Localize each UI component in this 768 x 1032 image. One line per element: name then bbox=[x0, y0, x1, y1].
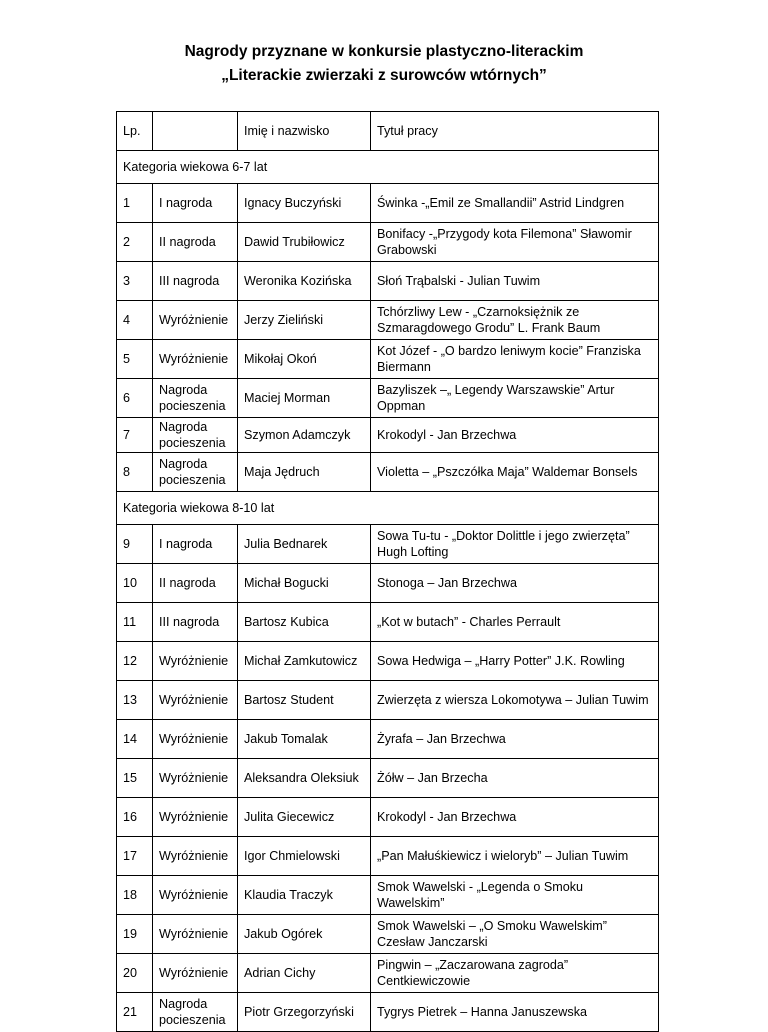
row-name: Szymon Adamczyk bbox=[238, 418, 371, 453]
row-work: Smok Wawelski - „Legenda o Smoku Wawelskim” bbox=[371, 876, 659, 915]
row-lp: 9 bbox=[117, 525, 153, 564]
awards-table-body bbox=[117, 112, 659, 1032]
row-award: I nagroda bbox=[153, 525, 238, 564]
row-award: II nagroda bbox=[153, 564, 238, 603]
row-name: Jerzy Zieliński bbox=[238, 301, 371, 340]
table-row bbox=[117, 184, 659, 223]
row-name: Bartosz Kubica bbox=[238, 603, 371, 642]
row-work: Tchórzliwy Lew - „Czarnoksiężnik ze Szmaragdowego Grodu” L. Frank Baum bbox=[371, 301, 659, 340]
row-award: Nagroda pocieszenia bbox=[153, 453, 238, 492]
table-row bbox=[117, 681, 659, 720]
row-lp: 18 bbox=[117, 876, 153, 915]
row-name: Dawid Trubiłowicz bbox=[238, 223, 371, 262]
row-name: Igor Chmielowski bbox=[238, 837, 371, 876]
row-lp: 21 bbox=[117, 993, 153, 1032]
row-award: Wyróżnienie bbox=[153, 759, 238, 798]
row-award: Wyróżnienie bbox=[153, 301, 238, 340]
table-row bbox=[117, 340, 659, 379]
row-name: Michał Bogucki bbox=[238, 564, 371, 603]
row-work: Pingwin – „Zaczarowana zagroda” Centkiewiczowie bbox=[371, 954, 659, 993]
row-lp: 19 bbox=[117, 915, 153, 954]
table-row bbox=[117, 915, 659, 954]
row-award: III nagroda bbox=[153, 262, 238, 301]
header-work: Tytuł pracy bbox=[371, 112, 659, 151]
category-row bbox=[117, 492, 659, 525]
table-row bbox=[117, 379, 659, 418]
row-award: Wyróżnienie bbox=[153, 642, 238, 681]
row-award: II nagroda bbox=[153, 223, 238, 262]
row-work: Kot Józef - „O bardzo leniwym kocie” Franziska Biermann bbox=[371, 340, 659, 379]
header-lp: Lp. bbox=[117, 112, 153, 151]
table-row bbox=[117, 642, 659, 681]
row-lp: 4 bbox=[117, 301, 153, 340]
category-label: Kategoria wiekowa 8-10 lat bbox=[117, 492, 659, 525]
row-lp: 2 bbox=[117, 223, 153, 262]
row-work: Żółw – Jan Brzecha bbox=[371, 759, 659, 798]
row-work: Sowa Hedwiga – „Harry Potter” J.K. Rowling bbox=[371, 642, 659, 681]
table-row bbox=[117, 564, 659, 603]
row-award: Wyróżnienie bbox=[153, 681, 238, 720]
row-lp: 10 bbox=[117, 564, 153, 603]
row-lp: 13 bbox=[117, 681, 153, 720]
row-work: Bonifacy -„Przygody kota Filemona” Sławomir Grabowski bbox=[371, 223, 659, 262]
row-award: Wyróżnienie bbox=[153, 954, 238, 993]
row-award: Nagroda pocieszenia bbox=[153, 418, 238, 453]
row-name: Ignacy Buczyński bbox=[238, 184, 371, 223]
row-work: Krokodyl - Jan Brzechwa bbox=[371, 418, 659, 453]
row-work: Smok Wawelski – „O Smoku Wawelskim” Czesław Janczarski bbox=[371, 915, 659, 954]
row-name: Weronika Kozińska bbox=[238, 262, 371, 301]
header-award bbox=[153, 112, 238, 151]
table-row bbox=[117, 525, 659, 564]
row-lp: 15 bbox=[117, 759, 153, 798]
table-row bbox=[117, 301, 659, 340]
table-row bbox=[117, 453, 659, 492]
row-award: III nagroda bbox=[153, 603, 238, 642]
row-work: „Pan Małuśkiewicz i wieloryb” – Julian Tuwim bbox=[371, 837, 659, 876]
row-lp: 12 bbox=[117, 642, 153, 681]
row-name: Jakub Tomalak bbox=[238, 720, 371, 759]
row-name: Maja Jędruch bbox=[238, 453, 371, 492]
row-award: Wyróżnienie bbox=[153, 915, 238, 954]
row-name: Adrian Cichy bbox=[238, 954, 371, 993]
row-lp: 5 bbox=[117, 340, 153, 379]
row-lp: 6 bbox=[117, 379, 153, 418]
awards-table bbox=[116, 111, 659, 1032]
row-lp: 8 bbox=[117, 453, 153, 492]
row-lp: 3 bbox=[117, 262, 153, 301]
row-work: Bazyliszek –„ Legendy Warszawskie” Artur Oppman bbox=[371, 379, 659, 418]
row-lp: 17 bbox=[117, 837, 153, 876]
category-row bbox=[117, 151, 659, 184]
row-work: Sowa Tu-tu - „Doktor Dolittle i jego zwierzęta” Hugh Lofting bbox=[371, 525, 659, 564]
row-award: Wyróżnienie bbox=[153, 876, 238, 915]
row-lp: 11 bbox=[117, 603, 153, 642]
table-row bbox=[117, 954, 659, 993]
row-name: Julita Giecewicz bbox=[238, 798, 371, 837]
row-name: Julia Bednarek bbox=[238, 525, 371, 564]
table-row bbox=[117, 759, 659, 798]
table-row bbox=[117, 993, 659, 1032]
table-row bbox=[117, 418, 659, 453]
table-row bbox=[117, 720, 659, 759]
row-work: Violetta – „Pszczółka Maja” Waldemar Bonsels bbox=[371, 453, 659, 492]
row-lp: 1 bbox=[117, 184, 153, 223]
table-row bbox=[117, 223, 659, 262]
category-label: Kategoria wiekowa 6-7 lat bbox=[117, 151, 659, 184]
row-lp: 20 bbox=[117, 954, 153, 993]
row-work: Tygrys Pietrek – Hanna Januszewska bbox=[371, 993, 659, 1032]
row-name: Bartosz Student bbox=[238, 681, 371, 720]
table-row bbox=[117, 262, 659, 301]
table-row bbox=[117, 876, 659, 915]
row-award: I nagroda bbox=[153, 184, 238, 223]
row-work: Słoń Trąbalski - Julian Tuwim bbox=[371, 262, 659, 301]
row-work: „Kot w butach” - Charles Perrault bbox=[371, 603, 659, 642]
row-work: Żyrafa – Jan Brzechwa bbox=[371, 720, 659, 759]
row-award: Nagroda pocieszenia bbox=[153, 379, 238, 418]
table-row bbox=[117, 798, 659, 837]
row-name: Aleksandra Oleksiuk bbox=[238, 759, 371, 798]
row-award: Nagroda pocieszenia bbox=[153, 993, 238, 1032]
row-name: Jakub Ogórek bbox=[238, 915, 371, 954]
document-title-line-2: „Literackie zwierzaki z surowców wtórnych” bbox=[221, 67, 547, 84]
row-award: Wyróżnienie bbox=[153, 720, 238, 759]
row-lp: 7 bbox=[117, 418, 153, 453]
table-header-row bbox=[117, 112, 659, 151]
row-name: Maciej Morman bbox=[238, 379, 371, 418]
row-name: Piotr Grzegorzyński bbox=[238, 993, 371, 1032]
row-work: Zwierzęta z wiersza Lokomotywa – Julian Tuwim bbox=[371, 681, 659, 720]
row-work: Krokodyl - Jan Brzechwa bbox=[371, 798, 659, 837]
row-name: Mikołaj Okoń bbox=[238, 340, 371, 379]
row-award: Wyróżnienie bbox=[153, 798, 238, 837]
row-name: Michał Zamkutowicz bbox=[238, 642, 371, 681]
row-award: Wyróżnienie bbox=[153, 837, 238, 876]
row-work: Stonoga – Jan Brzechwa bbox=[371, 564, 659, 603]
table-row bbox=[117, 603, 659, 642]
document-title-line-1: Nagrody przyznane w konkursie plastyczno-literackim bbox=[184, 43, 584, 60]
table-row bbox=[117, 837, 659, 876]
row-work: Świnka -„Emil ze Smallandii” Astrid Lindgren bbox=[371, 184, 659, 223]
row-award: Wyróżnienie bbox=[153, 340, 238, 379]
header-name: Imię i nazwisko bbox=[238, 112, 371, 151]
row-lp: 14 bbox=[117, 720, 153, 759]
row-name: Klaudia Traczyk bbox=[238, 876, 371, 915]
row-lp: 16 bbox=[117, 798, 153, 837]
